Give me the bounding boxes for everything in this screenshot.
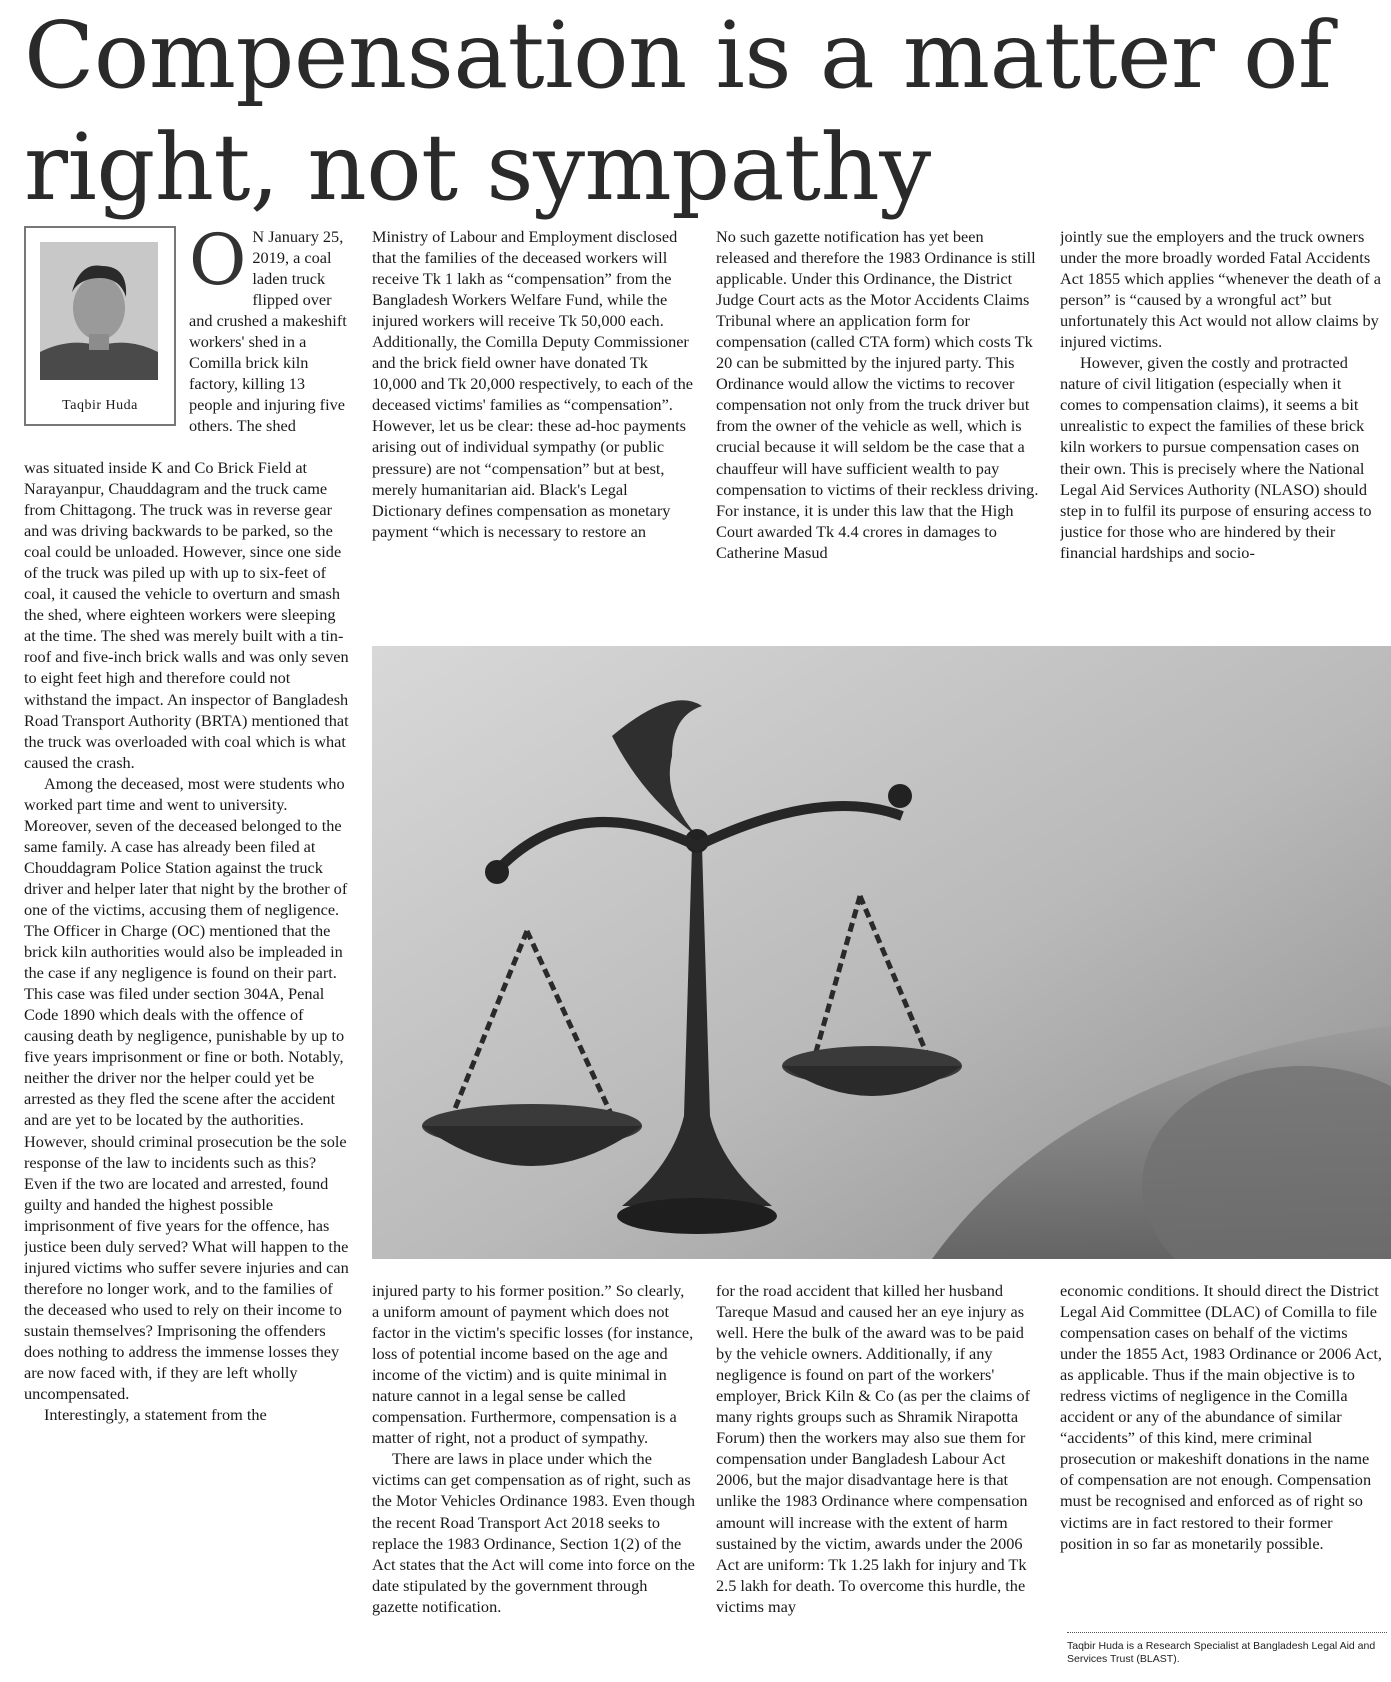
col1-paragraph-2: Among the deceased, most were students who worked part time and went to university. Moreover, seven of the deceased belonged to the same family. A case has already been filed at Chouddagram Police Station against the truck driver and helper later that night by the brother of one of the victims, accusing them of negligence. The Officer in Charge (OC) mentioned that the brick kiln authorities would also be impleaded in the case if any negligence is found on their part. This case was filed under section 304A, Penal Code 1890 which deals with the offence of causing death by negligence, punishable by up to five years imprisonment or fine or both. Notably, neither the driver nor the helper could yet be arrested as they fled the scene after the accident and are yet to be located by the authorities. However, should criminal prosecution be the sole response of the law to incidents such as this? Even if the two are located and arrested, found guilty and handed the highest possible imprisonment of five years for the offence, has justice been duly served? What will happen to the injured victims who suffer severe injuries and can therefore no longer work, and to the families of the deceased who used to rely on their income to sustain themselves? Imprisoning the offenders does nothing to address the immense losses they are now faced with, if they are left wholly uncompensated.: [24, 773, 349, 1404]
col3-top-text: No such gazette notification has yet been released and therefore the 1983 Ordinance is still applicable. Under this Ordinance, the District Judge Court acts as the Motor Accidents Claims Tribunal where an application form for compensation (called CTA form) which costs Tk 20 can be submitted by the injured party. This Ordinance would allow the victims to recover compensation not only from the truck driver but from the owner of the vehicle as well, which is crucial because it will seldom be the case that a chauffeur will have sufficient wealth to pay compensation to victims of their reckless driving. For instance, it is under this law that the High Court awarded Tk 4.4 crores in damages to Catherine Masud: [716, 227, 1039, 562]
scales-of-justice-image: [372, 646, 1391, 1259]
column-4-bottom: [1060, 1280, 1386, 1620]
column-4-top: [1060, 226, 1386, 626]
col3-bottom-text: for the road accident that killed her husband Tareque Masud and caused her an eye injury as well. Here the bulk of the award was to be paid by the vehicle owners. Additionally, if any negligence is found on part of the workers' employer, Brick Kiln & Co (as per the claims of many rights groups such as Shramik Nirapotta Forum) then the workers may also sue them for compensation under Bangladesh Labour Act 2006, but the major disadvantage here is that unlike the 1983 Ordinance where compensation amount will increase with the extent of harm sustained by the victim, awards under the 2006 Act are uniform: Tk 1.25 lakh for injury and Tk 2.5 lakh for death. To overcome this hurdle, the victims may: [716, 1281, 1031, 1616]
footnote-divider: [1067, 1632, 1387, 1633]
headline: Compensation is a matter of right, not sympathy: [24, 2, 1332, 221]
col1-paragraph-3: Interestingly, a statement from the: [44, 1405, 267, 1425]
column-2-bottom: [372, 1280, 695, 1682]
column-3-bottom: [716, 1280, 1041, 1682]
col4-bottom-text: economic conditions. It should direct the District Legal Aid Committee (DLAC) of Comilla to file compensation cases on behalf of the victims under the 1855 Act, 1983 Ordinance or 2006 Act, as applicable. Thus if the main objective is to redress victims of negligence in the Comilla accident or any of the abundance of similar “accidents” of this kind, mere criminal prosecution or makeshift donations in the name of compensation are not enough. Compensation must be recognised and enforced as of right so victims are in fact restored to their former position in so far as monetarily possible.: [1060, 1281, 1382, 1553]
column-2-top: [372, 226, 695, 626]
author-box: [24, 226, 176, 426]
col2-bottom-paragraph-1: injured party to his former position.” So clearly, a uniform amount of payment which does not factor in the victim's specific losses (for instance, loss of potential income based on the age and income of the victim) and is quite minimal in nature cannot in a legal sense be called compensation. Furthermore, compensation is a matter of right, not a product of sympathy.: [372, 1281, 694, 1448]
author-name: Taqbir Huda: [62, 398, 138, 413]
column-3-top: [716, 226, 1041, 626]
col4-top-paragraph-1: jointly sue the employers and the truck owners under the more broadly worded Fatal Accidents Act 1855 which applies “whenever the death of a person” is “caused by a wrongful act” but unfortunately this Act would not allow claims by injured victims.: [1060, 227, 1381, 352]
column-1: [24, 457, 349, 1682]
col2-bottom-paragraph-2: There are laws in place under which the victims can get compensation as of right, such as the Motor Vehicles Ordinance 1983. Even though the recent Road Transport Act 2018 seeks to replace the 1983 Ordinance, Section 1(2) of the Act states that the Act will come into force on the date stipulated by the government through gazette notification.: [372, 1449, 695, 1616]
col1-continuation: was situated inside K and Co Brick Field at Narayanpur, Chauddagram and the truck came from Chittagong. The truck was in reverse gear and was driving backwards to be parked, so the coal could be unloaded. However, since one side of the truck was piled up with up to six-feet of coal, it caused the vehicle to overturn and smash the shed, where eighteen workers were sleeping at the time. The shed was merely built with a tin-roof and five-inch brick walls and was only seven to eight feet high and therefore could not withstand the impact. An inspector of Bangladesh Road Transport Authority (BRTA) mentioned that the truck was overloaded with coal which is what caused the crash.: [24, 458, 349, 772]
lead-paragraph: [189, 219, 349, 436]
author-footnote: Taqbir Huda is a Research Specialist at Bangladesh Legal Aid and Services Trust (BLAST).: [1067, 1640, 1376, 1665]
col2-top-text: Ministry of Labour and Employment disclosed that the families of the deceased workers will receive Tk 1 lakh as “compensation” from the Bangladesh Workers Welfare Fund, while the injured workers will receive Tk 50,000 each. Additionally, the Comilla Deputy Commissioner and the brick field owner have donated Tk 10,000 and Tk 20,000 respectively, to each of the deceased victims' families as “compensation”. However, let us be clear: these ad-hoc payments arising out of individual sympathy (or public pressure) are not “compensation” but at best, merely humanitarian aid. Black's Legal Dictionary defines compensation as monetary payment “which is necessary to restore an: [372, 227, 694, 541]
author-photo: [40, 242, 158, 380]
col4-top-paragraph-2: However, given the costly and protracted nature of civil litigation (especially when it comes to compensation claims), it seems a bit unrealistic to expect the families of these brick kiln workers to pursue compensation cases on their own. This is precisely where the National Legal Aid Services Authority (NLASO) should step in to fulfil its purpose of ensuring access to justice for those who are hindered by their financial hardships and socio-: [1060, 353, 1372, 562]
drop-cap: O: [189, 219, 247, 301]
lead-text: N January 25, 2019, a coal laden truck flipped over and crushed a makeshift workers' shed in a Comilla brick kiln factory, killing 13 people and injuring five others. The shed: [189, 227, 347, 436]
